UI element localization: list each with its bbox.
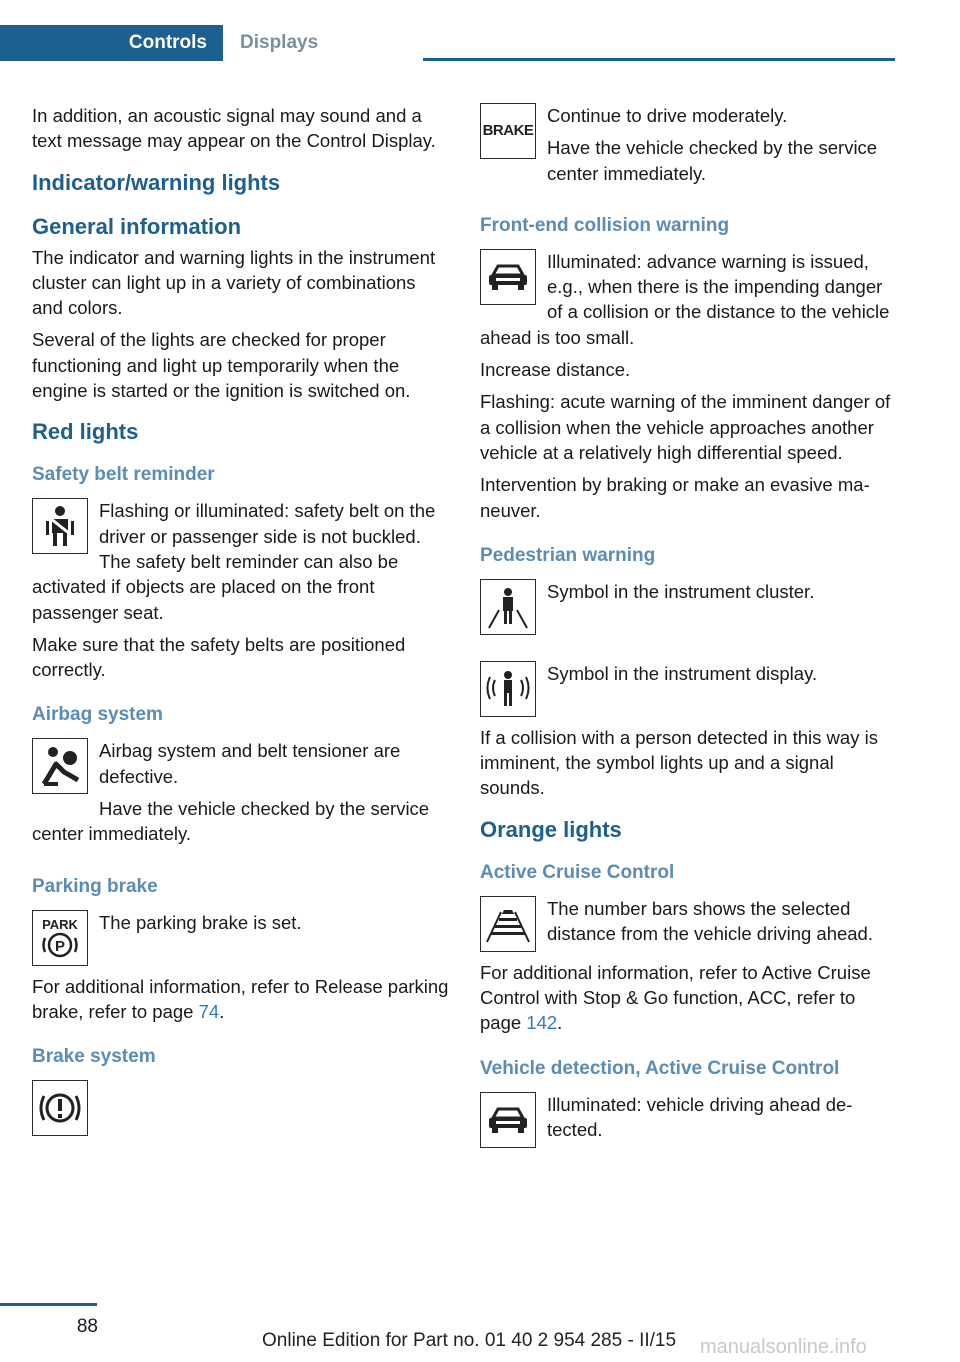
heading-indicator-warning-lights: Indicator/warning lights bbox=[32, 169, 281, 195]
parking-paragraph-2 bbox=[32, 974, 450, 1025]
section-tabbar bbox=[0, 25, 895, 61]
heading-active-cruise-control: Active Cruise Control bbox=[480, 861, 675, 883]
acc-entry bbox=[480, 896, 898, 960]
heading-general-information: General information bbox=[32, 213, 242, 239]
pedestrian-paragraph-2: Symbol in the instrument display. bbox=[547, 662, 818, 684]
front-paragraph-4: Intervention by braking or make an evasive maneuver. bbox=[480, 474, 870, 521]
parking-brake-icon bbox=[32, 910, 88, 966]
acc-paragraph-1: The number bars shows the selected distance from the vehicle driving ahead. bbox=[547, 897, 873, 945]
pedestrian-paragraph-1: Symbol in the instrument cluster. bbox=[547, 580, 815, 602]
right-column bbox=[480, 103, 898, 1156]
heading-safety-belt-reminder: Safety belt reminder bbox=[32, 464, 215, 486]
spacer bbox=[480, 643, 898, 661]
parking-ref-text: For additional information, refer to Release parking brake, refer to page bbox=[32, 975, 449, 1022]
tab-controls[interactable]: Controls bbox=[0, 25, 223, 61]
edition-footer: Online Edition for Part no. 01 40 2 954 285 - II/15 bbox=[262, 1330, 677, 1351]
brake-text-entry bbox=[480, 103, 898, 193]
brake-paragraph-2: Have the vehicle checked by the service center immediately. bbox=[547, 137, 878, 184]
pedestrian-display-entry bbox=[480, 661, 898, 725]
front-collision-car-icon bbox=[480, 249, 536, 305]
brake-system-entry bbox=[32, 1080, 450, 1144]
vehicle-detection-entry bbox=[480, 1092, 898, 1156]
seatbelt-paragraph-2: Make sure that the safety belts are positioned correctly. bbox=[32, 633, 406, 681]
watermark: manualsonline.info bbox=[700, 1336, 867, 1358]
seatbelt-warning-icon bbox=[32, 498, 88, 554]
parking-entry bbox=[32, 910, 450, 974]
heading-front-end-collision-warning: Front-end collision warning bbox=[480, 214, 730, 236]
parking-paragraph-1: The parking brake is set. bbox=[99, 911, 302, 933]
heading-pedestrian-warning: Pedestrian warning bbox=[480, 544, 656, 566]
vehicle-detection-car-icon bbox=[480, 1092, 536, 1148]
pedestrian-paragraph-3: If a collision with a person detected in this way is imminent, the symbol lights up and a signal sounds. bbox=[480, 726, 878, 799]
heading-parking-brake: Parking brake bbox=[32, 875, 158, 897]
page-link-74[interactable]: 74 bbox=[198, 1000, 220, 1022]
general-paragraph-2: Several of the lights are checked for proper functioning and light up temporarily when the engine is started or the ignition is switched on. bbox=[32, 329, 411, 402]
pedestrian-cluster-entry bbox=[480, 579, 898, 643]
front-collision-entry bbox=[480, 249, 898, 357]
pedestrian-display-icon bbox=[480, 661, 536, 717]
left-column bbox=[32, 103, 450, 1144]
brake-paragraph-1: Continue to drive moderately. bbox=[547, 105, 788, 126]
front-paragraph-3: Flashing: acute warning of the imminent danger of a collision when the vehicle approaches another vehicle at a relatively high differential speed. bbox=[480, 391, 891, 463]
park-icon-text: PARK bbox=[42, 916, 78, 932]
vehicle-paragraph-1: Illuminated: vehicle driving ahead detected. bbox=[547, 1093, 853, 1140]
front-paragraph-1: Illuminated: advance warning is issued, e.g., when there is the impending danger of a collision or the distance to the vehicle ahead is too small. bbox=[480, 250, 890, 348]
heading-red-lights: Red lights bbox=[32, 419, 139, 445]
parking-ref-period: . bbox=[219, 1000, 225, 1022]
front-paragraph-2: Increase distance. bbox=[480, 359, 631, 381]
tab-displays[interactable]: Displays bbox=[223, 25, 423, 61]
acc-ref-period: . bbox=[557, 1012, 563, 1034]
brake-text-icon: BRAKE bbox=[480, 103, 536, 159]
acc-distance-bars-icon bbox=[480, 896, 536, 952]
airbag-paragraph-1: Airbag system and belt tensioner are defective. bbox=[99, 740, 401, 787]
general-paragraph-1: The indicator and warning lights in the instrument cluster can light up in a variety of combinations and colors. bbox=[32, 246, 436, 319]
heading-airbag-system: Airbag system bbox=[32, 704, 163, 726]
acc-paragraph-2 bbox=[480, 960, 898, 1036]
airbag-warning-icon bbox=[32, 738, 88, 794]
svg-text:P: P bbox=[54, 937, 66, 955]
page-link-142[interactable]: 142 bbox=[526, 1012, 558, 1034]
airbag-paragraph-2: Have the vehicle checked by the service center immediately. bbox=[32, 798, 430, 845]
seatbelt-paragraph-1: Flashing or illuminated: safety belt on the driver or passenger side is not buckled. The safety belt reminder can also be activated if objects are placed on the front passenger seat. bbox=[32, 500, 436, 623]
pedestrian-cluster-icon bbox=[480, 579, 536, 635]
acc-ref-text: For additional information, refer to Active Cruise Control with Stop & Go function, ACC, refer to page bbox=[480, 961, 871, 1034]
brake-exclamation-icon bbox=[32, 1080, 88, 1136]
heading-vehicle-detection: Vehicle detection, Active Cruise Control bbox=[480, 1057, 840, 1079]
airbag-entry bbox=[32, 738, 450, 853]
footer-rule bbox=[0, 1303, 97, 1306]
page-number: 88 bbox=[76, 1316, 98, 1337]
intro-paragraph: In addition, an acoustic signal may sound and a text message may appear on the Control Display. bbox=[32, 105, 436, 152]
heading-orange-lights: Orange lights bbox=[480, 816, 622, 842]
seatbelt-entry bbox=[32, 498, 450, 631]
heading-brake-system: Brake system bbox=[32, 1046, 156, 1068]
